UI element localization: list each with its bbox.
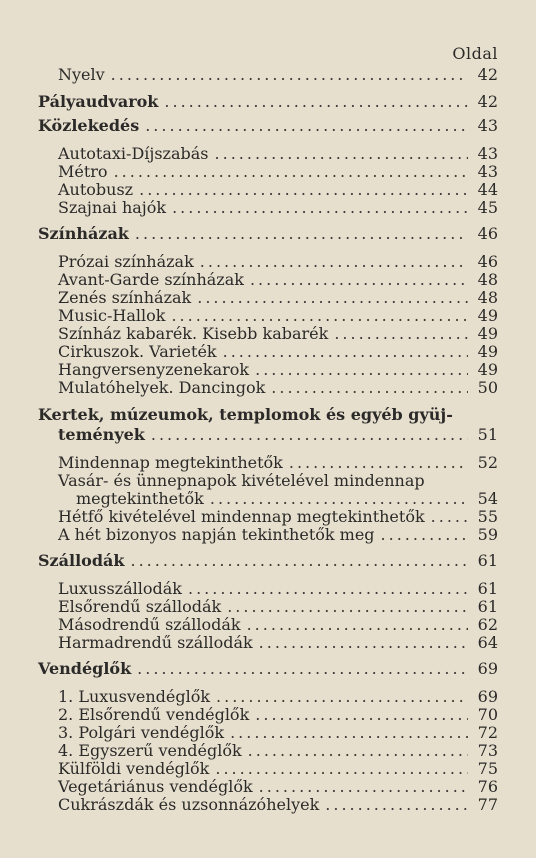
toc-entry-label: Elsőrendű szállodák xyxy=(58,597,222,616)
toc-entry xyxy=(58,688,498,706)
toc-entry xyxy=(58,598,498,616)
toc-section-kertek-line1: Kertek, múzeumok, templomok és egyéb gyüj- xyxy=(38,405,453,424)
toc-entry-label: 4. Egyszerű vendéglők xyxy=(58,741,242,760)
toc-entry-label: Mindennap megtekinthetők xyxy=(58,453,283,472)
toc-entry-label: 1. Luxusvendéglők xyxy=(58,687,211,706)
toc-entry xyxy=(58,706,498,724)
toc-entry xyxy=(58,724,498,742)
toc-entry-page: 48 xyxy=(477,288,498,307)
toc-entry-line1: Vasár- és ünnepnapok kivételével mindennap xyxy=(58,471,425,490)
leader-dots xyxy=(164,93,468,111)
toc-entry-label: Music-Hallok xyxy=(58,306,166,325)
toc-entry-page: 44 xyxy=(477,180,498,199)
toc-entry-label: Zenés színházak xyxy=(58,288,192,307)
toc-entry-page: 46 xyxy=(477,224,498,243)
toc-entry xyxy=(58,778,498,796)
toc-entry-label: Prózai színházak xyxy=(58,252,194,271)
leader-dots xyxy=(230,724,468,742)
toc-entry-label: Vegetáriánus vendéglők xyxy=(58,777,253,796)
toc-entry-page: 69 xyxy=(477,659,498,678)
toc-entry-page: 55 xyxy=(477,507,498,526)
toc-entry xyxy=(58,379,498,397)
toc-section-szallodak xyxy=(38,552,498,570)
toc-section-kertek xyxy=(58,426,498,444)
leader-dots xyxy=(114,163,468,181)
toc-section-label: Közlekedés xyxy=(38,116,140,135)
leader-dots xyxy=(289,454,468,472)
leader-dots xyxy=(227,598,468,616)
toc-section-label: Vendéglők xyxy=(38,659,132,678)
toc-entry-nyelv xyxy=(58,66,498,84)
toc-section-kozlekedes xyxy=(38,117,498,135)
toc-entry-page: 48 xyxy=(477,270,498,289)
leader-dots xyxy=(248,742,468,760)
toc-entry xyxy=(58,526,498,544)
toc-entry-label: Szajnai hajók xyxy=(58,198,167,217)
toc-entry xyxy=(58,796,498,814)
toc-entry-page: 42 xyxy=(477,65,498,84)
toc-entry-page: 49 xyxy=(477,342,498,361)
toc-entry-page: 70 xyxy=(477,705,498,724)
leader-dots xyxy=(197,289,468,307)
leader-dots xyxy=(255,706,468,724)
leader-dots xyxy=(215,145,468,163)
leader-dots xyxy=(381,526,468,544)
toc-entry-label: Külföldi vendéglők xyxy=(58,759,210,778)
toc-entry xyxy=(58,508,498,526)
toc-entry-page: 52 xyxy=(477,453,498,472)
toc-entry-label: Nyelv xyxy=(58,65,105,84)
leader-dots xyxy=(171,307,468,325)
leader-dots xyxy=(137,660,468,678)
leader-dots xyxy=(111,66,468,84)
toc-entry-page: 61 xyxy=(477,551,498,570)
toc-entry-page: 49 xyxy=(477,324,498,343)
toc-entry-page: 43 xyxy=(477,162,498,181)
toc-entry-label: Luxusszállodák xyxy=(58,579,182,598)
toc-entry-label: Színház kabarék. Kisebb kabarék xyxy=(58,324,329,343)
toc-entry xyxy=(58,742,498,760)
leader-dots xyxy=(325,796,468,814)
toc-entry-page: 51 xyxy=(477,425,498,444)
toc-entry-page: 43 xyxy=(477,116,498,135)
toc-entry-page: 62 xyxy=(477,615,498,634)
toc-entry-page: 42 xyxy=(477,92,498,111)
leader-dots xyxy=(145,117,468,135)
toc-entry xyxy=(58,343,498,361)
toc-entry-page: 59 xyxy=(477,525,498,544)
leader-dots xyxy=(247,616,468,634)
toc-entry xyxy=(58,163,498,181)
toc-entry-page: 46 xyxy=(477,252,498,271)
toc-entry xyxy=(58,580,498,598)
toc-entry-label: 2. Elsőrendű vendéglők xyxy=(58,705,250,724)
toc-entry-page: 49 xyxy=(477,360,498,379)
toc-entry xyxy=(58,289,498,307)
toc-entry-page: 45 xyxy=(477,198,498,217)
toc-entry-page: 69 xyxy=(477,687,498,706)
toc-entry xyxy=(58,325,498,343)
toc-entry-label: Harmadrendű szállodák xyxy=(58,633,253,652)
toc-entry-label: Másodrendű szállodák xyxy=(58,615,241,634)
toc-section-label: Színházak xyxy=(38,224,129,243)
toc-section-label: temények xyxy=(58,425,145,444)
toc-entry xyxy=(58,760,498,778)
toc-section-palyaudvarok xyxy=(38,93,498,111)
toc-entry xyxy=(58,361,498,379)
toc-entry-label: Autotaxi-Díjszabás xyxy=(58,144,209,163)
toc-entry-label: Hangversenyzenekarok xyxy=(58,360,250,379)
toc-entry-label: megtekinthetők xyxy=(76,489,204,508)
toc-entry xyxy=(58,307,498,325)
toc-entry xyxy=(58,199,498,217)
toc-entry-page: 76 xyxy=(477,777,498,796)
leader-dots xyxy=(259,778,468,796)
toc-section-vendeglok xyxy=(38,660,498,678)
toc-entry-label: Mulatóhelyek. Dancingok xyxy=(58,378,266,397)
leader-dots xyxy=(259,634,468,652)
toc-entry xyxy=(58,271,498,289)
toc-entry-label: 3. Polgári vendéglők xyxy=(58,723,225,742)
toc-entry xyxy=(58,145,498,163)
leader-dots xyxy=(255,361,468,379)
leader-dots xyxy=(431,508,468,526)
toc-entry-page: 43 xyxy=(477,144,498,163)
toc-section-label: Szállodák xyxy=(38,551,125,570)
leader-dots xyxy=(172,199,468,217)
leader-dots xyxy=(135,225,468,243)
toc-entry xyxy=(58,634,498,652)
toc-entry-label: Cukrászdák és uzsonnázóhelyek xyxy=(58,795,320,814)
toc-entry-page: 73 xyxy=(477,741,498,760)
page-column-header: Oldal xyxy=(452,44,498,63)
toc-entry xyxy=(58,454,498,472)
toc-entry-label: Avant-Garde színházak xyxy=(58,270,244,289)
toc-entry xyxy=(58,616,498,634)
toc-entry-page: 49 xyxy=(477,306,498,325)
toc-entry-label: Autobusz xyxy=(58,180,134,199)
leader-dots xyxy=(271,379,468,397)
leader-dots xyxy=(250,271,468,289)
toc-section-szinhazak xyxy=(38,225,498,243)
toc-entry-label: Hétfő kivételével mindennap megtekinthetők xyxy=(58,507,425,526)
toc-entry xyxy=(58,253,498,271)
leader-dots xyxy=(130,552,468,570)
toc-entry-label: Cirkuszok. Varieték xyxy=(58,342,217,361)
leader-dots xyxy=(210,490,468,508)
toc-entry-page: 61 xyxy=(477,579,498,598)
toc-section-label: Pályaudvarok xyxy=(38,92,159,111)
toc-entry-page: 61 xyxy=(477,597,498,616)
toc-entry-page: 64 xyxy=(477,633,498,652)
toc-entry-page: 54 xyxy=(477,489,498,508)
leader-dots xyxy=(223,343,468,361)
toc-entry-page: 72 xyxy=(477,723,498,742)
leader-dots xyxy=(216,688,468,706)
toc-entry-label: Métro xyxy=(58,162,108,181)
toc-entry xyxy=(76,490,498,508)
leader-dots xyxy=(188,580,468,598)
toc-entry-page: 77 xyxy=(477,795,498,814)
leader-dots xyxy=(151,426,468,444)
toc-entry-page: 75 xyxy=(477,759,498,778)
toc-entry-page: 50 xyxy=(477,378,498,397)
leader-dots xyxy=(215,760,468,778)
leader-dots xyxy=(200,253,468,271)
toc-entry xyxy=(58,181,498,199)
toc-entry-label: A hét bizonyos napján tekinthetők meg xyxy=(58,525,375,544)
leader-dots xyxy=(139,181,468,199)
leader-dots xyxy=(334,325,468,343)
